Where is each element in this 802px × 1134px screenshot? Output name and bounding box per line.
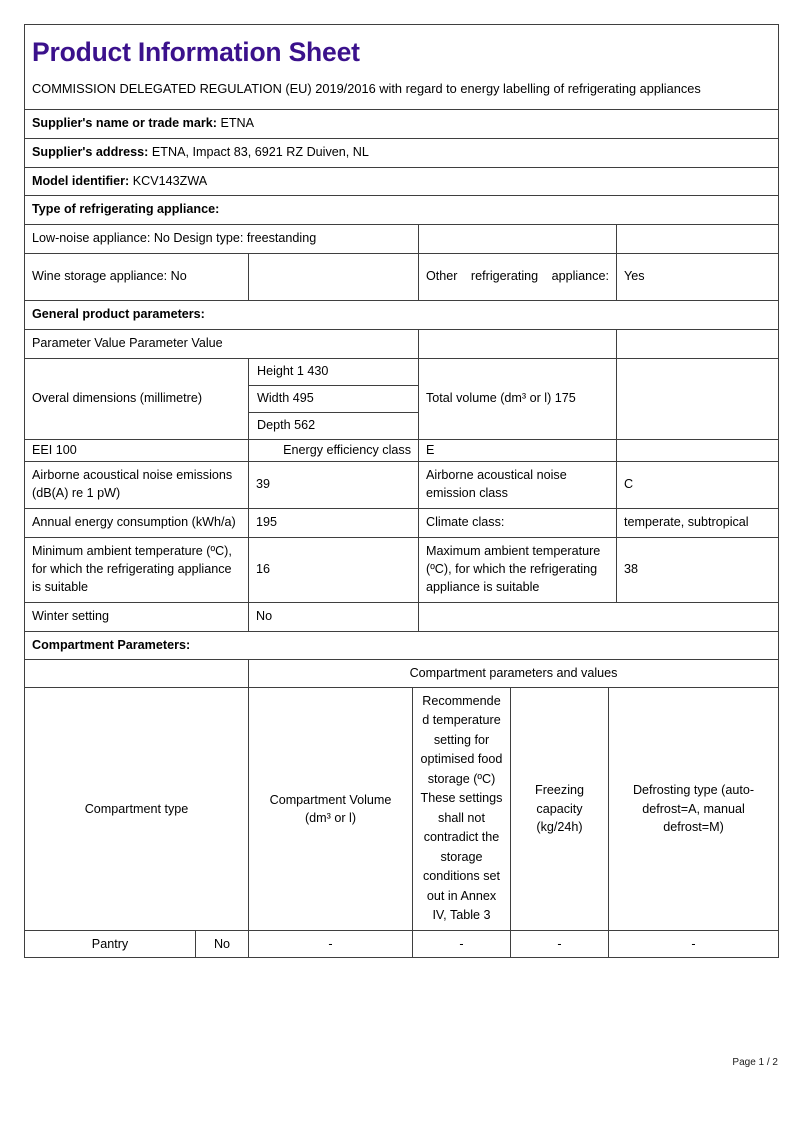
- general-parameters-heading-row: [25, 301, 779, 330]
- wine-storage-blank: [249, 254, 419, 301]
- max-ambient-temperature-value: 38: [617, 538, 779, 603]
- depth-value: Depth 562: [249, 412, 418, 438]
- height-value: Height 1 430: [249, 359, 418, 385]
- column-header-freezing-capacity: Freezing capacity (kg/24h): [511, 687, 609, 930]
- title-row: [25, 25, 779, 110]
- noise-class-value: C: [617, 462, 779, 509]
- wine-storage-row: [25, 254, 779, 301]
- eei-blank: [617, 439, 779, 462]
- ambient-temperature-row: [25, 538, 779, 603]
- page-title: Product Information Sheet: [32, 37, 360, 67]
- noise-emissions-label: Airborne acoustical noise emissions (dB(A) re 1 pW): [25, 462, 249, 509]
- depth-row: [249, 412, 418, 438]
- min-ambient-temperature-value: 16: [249, 538, 419, 603]
- compartment-freezing-value: -: [511, 930, 609, 957]
- supplier-name-value: ETNA: [220, 115, 255, 130]
- parameter-header-cell: Parameter Value Parameter Value: [25, 330, 419, 359]
- compartment-present-value: No: [196, 930, 249, 957]
- climate-class-value: temperate, subtropical: [617, 509, 779, 538]
- annual-energy-value: 195: [249, 509, 419, 538]
- title-cell: [25, 25, 779, 110]
- general-parameters-heading: General product parameters:: [25, 301, 779, 330]
- model-identifier-row: [25, 167, 779, 196]
- width-value: Width 495: [249, 385, 418, 412]
- compartment-type-value: Pantry: [25, 930, 196, 957]
- energy-efficiency-class-value: E: [419, 439, 617, 462]
- model-identifier-value: KCV143ZWA: [132, 173, 208, 188]
- compartment-group-header: Compartment parameters and values: [249, 660, 779, 687]
- supplier-address-cell: [25, 138, 779, 167]
- table-row: [25, 930, 779, 957]
- noise-emissions-value: 39: [249, 462, 419, 509]
- winter-setting-label: Winter setting: [25, 602, 249, 631]
- compartment-column-header-row: [25, 687, 779, 930]
- min-ambient-temperature-label: Minimum ambient temperature (ºC), for which the refrigerating appliance is suitable: [25, 538, 249, 603]
- appliance-type-heading-row: [25, 196, 779, 225]
- wine-storage-label: Wine storage appliance: No: [25, 254, 249, 301]
- compartment-parameters-table: [24, 660, 779, 958]
- parameter-header-blank-1: [419, 330, 617, 359]
- model-identifier-label: Model identifier:: [32, 173, 130, 188]
- climate-class-label: Climate class:: [419, 509, 617, 538]
- dimensions-blank: [617, 358, 779, 439]
- noise-class-label: Airborne acoustical noise emission class: [419, 462, 617, 509]
- height-row: [249, 359, 418, 385]
- width-row: [249, 385, 418, 412]
- column-header-compartment-type: Compartment type: [25, 687, 249, 930]
- supplier-name-label: Supplier's name or trade mark:: [32, 115, 217, 130]
- overall-dimensions-label: Overal dimensions (millimetre): [25, 358, 249, 439]
- other-refrigerating-label: Other refrigerating appliance:: [419, 254, 617, 301]
- low-noise-blank-1: [419, 225, 617, 254]
- low-noise-row: [25, 225, 779, 254]
- total-volume-value: Total volume (dm³ or l) 175: [419, 358, 617, 439]
- max-ambient-temperature-label: Maximum ambient temperature (ºC), for which the refrigerating appliance is suitable: [419, 538, 617, 603]
- supplier-address-value: ETNA, Impact 83, 6921 RZ Duiven, NL: [151, 144, 369, 159]
- winter-setting-row: [25, 602, 779, 631]
- annual-energy-row: [25, 509, 779, 538]
- supplier-name-row: [25, 109, 779, 138]
- supplier-name-cell: [25, 109, 779, 138]
- appliance-type-heading: Type of refrigerating appliance:: [25, 196, 779, 225]
- eei-value: EEI 100: [25, 439, 249, 462]
- eei-row: [25, 439, 779, 462]
- parameter-header-blank-2: [617, 330, 779, 359]
- parameter-header-row: [25, 330, 779, 359]
- regulation-subtitle: COMMISSION DELEGATED REGULATION (EU) 2019/2016 with regard to energy labelling of refrigerating appliances: [32, 81, 701, 97]
- annual-energy-label: Annual energy consumption (kWh/a): [25, 509, 249, 538]
- compartment-group-header-row: [25, 660, 779, 687]
- compartment-parameters-heading: Compartment Parameters:: [25, 631, 779, 660]
- other-refrigerating-value: Yes: [617, 254, 779, 301]
- column-header-defrosting-type: Defrosting type (auto-defrost=A, manual defrost=M): [609, 687, 779, 930]
- energy-efficiency-class-label: Energy efficiency class: [249, 439, 419, 462]
- column-header-compartment-volume: Compartment Volume (dm³ or l): [249, 687, 413, 930]
- model-identifier-cell: [25, 167, 779, 196]
- compartment-defrosting-value: -: [609, 930, 779, 957]
- dimensions-inner-table: [249, 359, 418, 439]
- dimensions-values-cell: [249, 358, 419, 439]
- dimensions-row: [25, 358, 779, 439]
- winter-setting-blank: [419, 602, 779, 631]
- page-footer: Page 1 / 2: [732, 1057, 778, 1068]
- supplier-address-label: Supplier's address:: [32, 144, 149, 159]
- compartment-group-header-blank: [25, 660, 249, 687]
- low-noise-cell: Low-noise appliance: No Design type: freestanding: [25, 225, 419, 254]
- winter-setting-value: No: [249, 602, 419, 631]
- compartment-volume-value: -: [249, 930, 413, 957]
- column-header-temperature-setting: Recommended temperature setting for optimised food storage (ºC) These settings shall not contradict the storage conditions set out in Annex IV, Table 3: [413, 687, 511, 930]
- compartment-parameters-heading-row: [25, 631, 779, 660]
- supplier-address-row: [25, 138, 779, 167]
- compartment-temperature-value: -: [413, 930, 511, 957]
- low-noise-blank-2: [617, 225, 779, 254]
- product-information-table: [24, 24, 779, 660]
- noise-row: [25, 462, 779, 509]
